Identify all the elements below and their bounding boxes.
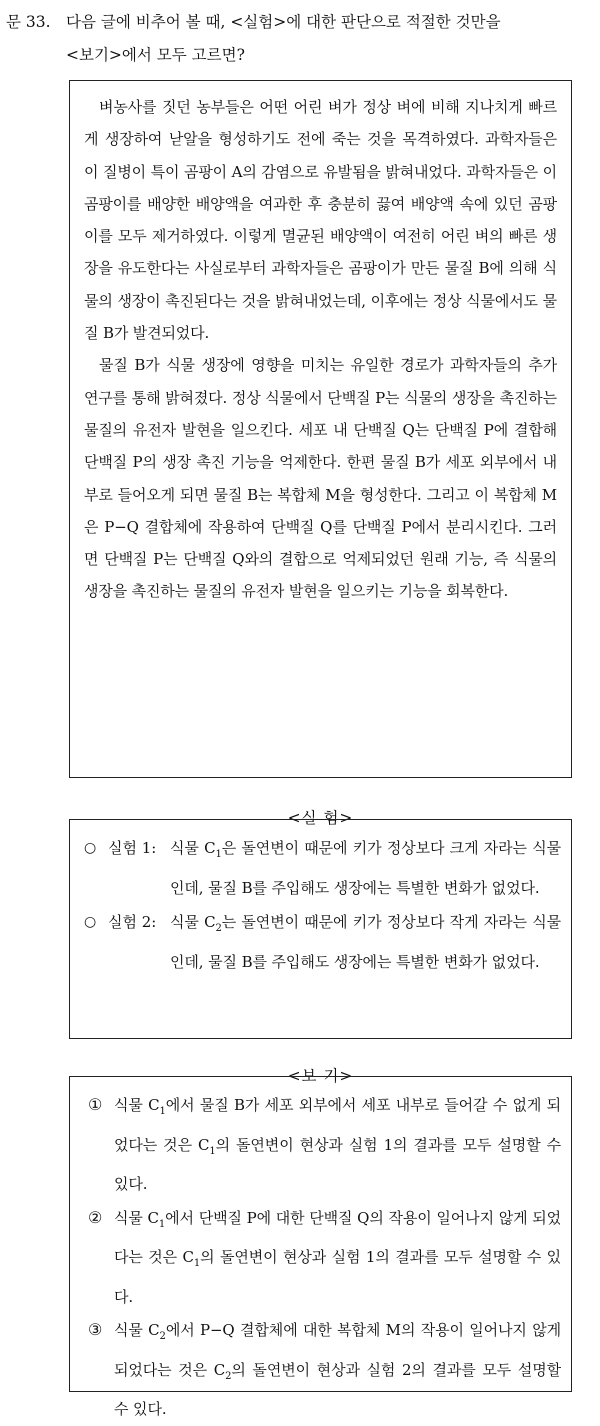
options-title: <보 기>: [69, 1066, 572, 1086]
experiment-item-2: [84, 906, 561, 978]
choice-text: 식물 $C_2$에서 P−Q 결합체에 대한 복합체 M의 작용이 일어나지 않게 되었다는 것은 $C_2$의 돌연변이 현상과 실험 2의 결과를 모두 설명할 수 있다.: [114, 1321, 561, 1418]
options-box: [69, 1076, 572, 1418]
experiment-label: 실험 1:: [108, 839, 157, 857]
passage-paragraph-1: 벼농사를 짓던 농부들은 어떤 어린 벼가 정상 벼에 비해 지나치게 빠르게 생장하여 낟알을 형성하기도 전에 죽는 것을 목격하였다. 과학자들은 이 질병이 특이 곰팡이 A의 감염으로 유발됨을 밝혀내었다. 과학자들은 이 곰팡이를 배양한 배양액을 여과한 후 충분히 끓여 배양액 속에 있던 곰팡이를 모두 제거하였다. 이렇게 멸균된 배양액이 여전히 어린 벼의 빠른 생장을 유도한다는 사실로부터 과학자들은 곰팡이가 만든 물질 B에 의해 식물의 생장이 촉진된다는 것을 밝혀내었는데, 이후에는 정상 식물에서도 물질 B가 발견되었다.: [84, 98, 557, 343]
question-header: [6, 6, 594, 72]
choice-1[interactable]: [88, 1089, 561, 1201]
choice-number: ②: [88, 1207, 103, 1227]
choice-number: ①: [88, 1095, 103, 1114]
bullet-circle-icon: ○: [84, 914, 97, 930]
question-stem-line2: <보기>에서 모두 고르면?: [66, 46, 245, 64]
question-stem-line1: [6, 6, 594, 39]
choice-2[interactable]: [88, 1202, 561, 1314]
bullet-circle-icon: ○: [84, 840, 97, 856]
question-stem-text1: 다음 글에 비추어 볼 때, <실험>에 대한 판단으로 적절한 것만을: [66, 13, 501, 31]
experiment-text: 식물 $C_2$는 돌연변이 때문에 키가 정상보다 작게 자라는 식물인데, 물질 B를 주입해도 생장에는 특별한 변화가 없었다.: [170, 913, 562, 971]
choice-text: 식물 $C_1$에서 단백질 P에 대한 단백질 Q의 작용이 일어나지 않게 되었다는 것은 $C_1$의 돌연변이 현상과 실험 1의 결과를 모두 설명할 수 있다.: [114, 1208, 561, 1306]
experiment-label: 실험 2:: [108, 913, 157, 931]
experiment-box: [69, 819, 572, 1039]
experiment-title: <실 험>: [69, 808, 572, 828]
passage-paragraph-2: 물질 B가 식물 생장에 영향을 미치는 유일한 경로가 과학자들의 추가 연구를 통해 밝혀졌다. 정상 식물에서 단백질 P는 식물의 생장을 촉진하는 물질의 유전자 발현을 일으킨다. 세포 내 단백질 Q는 단백질 P에 결합해 단백질 P의 생장 촉진 기능을 억제한다. 한편 물질 B가 세포 외부에서 내부로 들어오게 되면 물질 B는 복합체 M을 형성한다. 그리고 이 복합체 M은 P−Q 결합체에 작용하여 단백질 Q를 단백질 P에서 분리시킨다. 그러면 단백질 P는 단백질 Q와의 결합으로 억제되었던 원래 기능, 즉 식물의 생장을 촉진하는 물질의 유전자 발현을 일으키는 기능을 회복한다.: [84, 356, 557, 601]
passage-box: [69, 80, 572, 778]
choice-number: ③: [88, 1320, 103, 1339]
question-number: 문 33.: [6, 13, 51, 31]
experiment-text: 식물 $C_1$은 돌연변이 때문에 키가 정상보다 크게 자라는 식물인데, 물질 B를 주입해도 생장에는 특별한 변화가 없었다.: [170, 839, 562, 897]
choice-text: 식물 $C_1$에서 물질 B가 세포 외부에서 세포 내부로 들어갈 수 없게 되었다는 것은 $C_1$의 돌연변이 현상과 실험 1의 결과를 모두 설명할 수 있다.: [114, 1096, 562, 1193]
experiment-item-1: [84, 832, 561, 904]
choice-3[interactable]: [88, 1314, 561, 1426]
